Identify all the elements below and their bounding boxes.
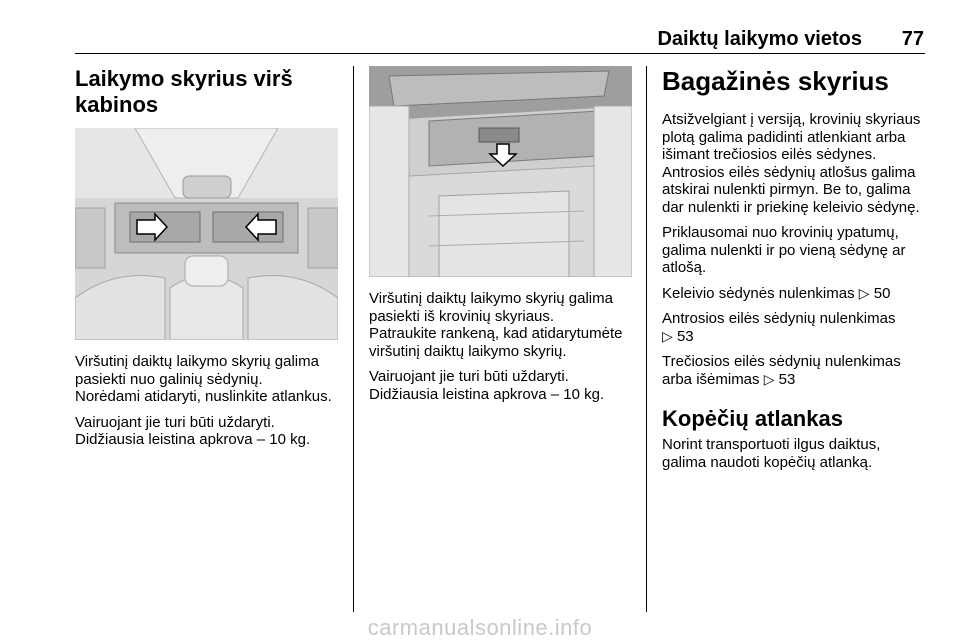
column-3 (662, 66, 926, 479)
overhead-storage-illustration (75, 128, 338, 340)
page-reference-icon: ▷ (763, 370, 775, 387)
cross-reference-text: Antrosios eilės sėdynių nulenkimas (662, 310, 896, 327)
paragraph: Norėdami atidaryti, nuslinkite atlankus. (75, 388, 332, 405)
paragraph: Didžiausia leistina apkrova – 10 kg. (75, 431, 311, 448)
paragraph: Viršutinį daiktų laikymo skyrių galima pasiekti iš krovinių skyriaus. (369, 290, 613, 325)
paragraph: Atsižvelgiant į versiją, krovinių skyriaus plotą galima padidinti atlenkiant arba išimant trečiosios eilės sėdynes. Antrosios eilės sėdynių atlošus galima atskirai nulenkti pirmyn. Be to, galima dar nulenkti ir priekinę keleivio sėdynę. (662, 111, 921, 216)
page-number: 77 (901, 28, 924, 50)
cross-reference-text: Keleivio sėdynės nulenkimas (662, 284, 855, 302)
section-heading-overhead-storage: Laikymo skyrius virš kabinos (75, 66, 293, 117)
column-divider-1 (353, 66, 354, 612)
cross-reference-page: 53 (676, 327, 694, 345)
paragraph: Didžiausia leistina apkrova – 10 kg. (369, 385, 605, 403)
running-header-title: Daiktų laikymo vietos (657, 28, 862, 50)
cross-reference-page: 50 (873, 284, 891, 302)
cargo-area-storage-illustration (369, 66, 632, 277)
paragraph: Patraukite rankeną, kad atidarytumėte viršutinį daiktų laikymo skyrių. (369, 325, 623, 360)
paragraph: Priklausomai nuo krovinių ypatumų, galima nulenkti ir po vieną sėdynę ar atlošą. (662, 224, 906, 276)
paragraph: Viršutinį daiktų laikymo skyrių galima pasiekti nuo galinių sėdynių. (75, 353, 319, 388)
cross-reference-page: 53 (778, 370, 796, 388)
section-heading-luggage-compartment: Bagažinės skyrius (662, 66, 889, 96)
column-divider-2 (646, 66, 647, 612)
paragraph: Vairuojant jie turi būti uždaryti. (75, 413, 275, 431)
cross-reference[interactable] (662, 353, 926, 388)
paragraph: Vairuojant jie turi būti uždaryti. (369, 368, 569, 385)
cross-reference-text: Trečiosios eilės sėdynių nulenkimas arba išėmimas (662, 353, 901, 388)
section-heading-ladder-flap: Kopėčių atlankas (662, 406, 843, 431)
page-reference-icon: ▷ (858, 284, 870, 301)
column-2 (369, 66, 635, 411)
cross-reference[interactable] (662, 285, 926, 303)
cross-reference[interactable] (662, 310, 926, 345)
header-rule (75, 53, 925, 54)
page-reference-icon: ▷ (662, 327, 673, 344)
column-1 (75, 66, 343, 457)
watermark: carmanualsonline.info (367, 615, 593, 640)
paragraph: Norint transportuoti ilgus daiktus, galima naudoti kopėčių atlanką. (662, 436, 881, 471)
